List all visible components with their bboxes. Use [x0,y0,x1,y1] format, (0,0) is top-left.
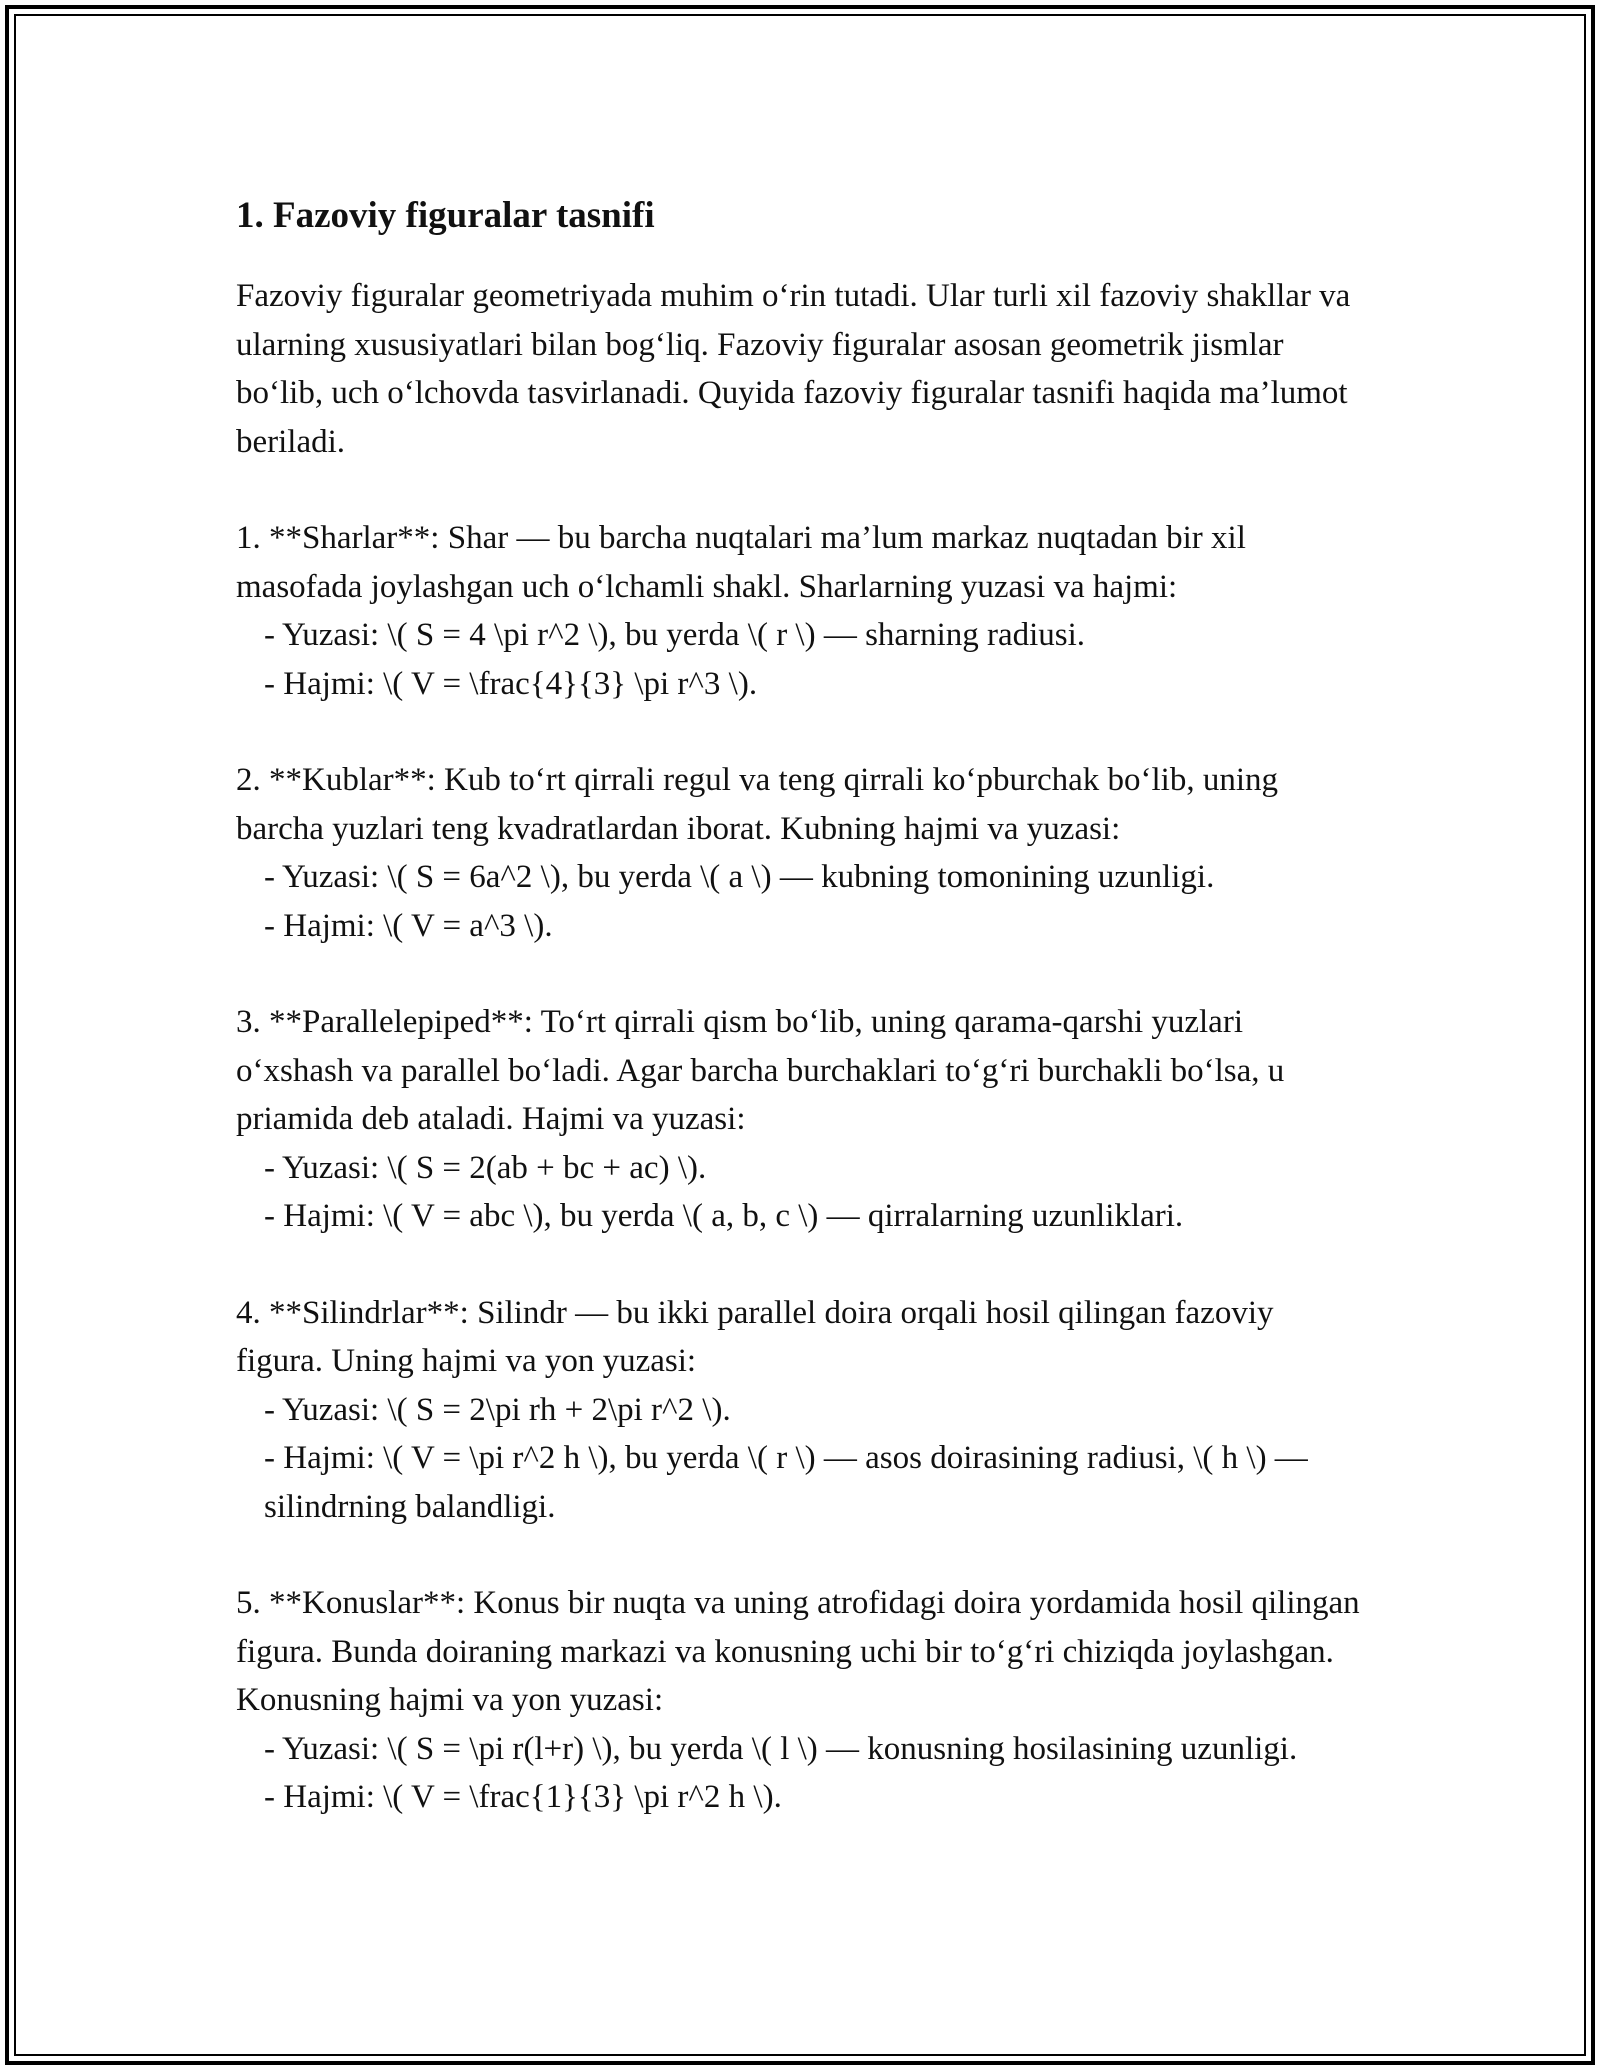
formula-area: - Yuzasi: \( S = 6a^2 \), bu yerda \( a \) — kubning tomonining uzunligi. [264,859,1215,895]
formula-area: - Yuzasi: \( S = 2(ab + bc + ac) \). [264,1149,707,1186]
section-title: 1. Fazoviy figuralar tasnifi [236,195,655,236]
section-sharlar [236,514,1366,708]
formula-volume: - Hajmi: \( V = \frac{1}{3} \pi r^2 h \). [264,1779,782,1815]
formula-volume: - Hajmi: \( V = \pi r^2 h \), bu yerda \( r \) — asos doirasining radiusi, \( h \) — silindrning balandligi. [264,1440,1308,1525]
formula-volume: - Hajmi: \( V = abc \), bu yerda \( a, b, c \) — qirralarning uzunliklari. [264,1198,1184,1234]
formula-area: - Yuzasi: \( S = \pi r(l+r) \), bu yerda \( l \) — konusning hosilasining uzunligi. [264,1730,1298,1767]
section-konuslar [236,1579,1366,1822]
section-parallelepiped [236,998,1366,1241]
section-heading: 5. **Konuslar**: Konus bir nuqta va uning atrofidagi doira yordamida hosil qilingan figura. Bunda doiraning markazi va konusning uchi bir to‘g‘ri chiziqda joylashgan. Konusning hajmi va yon yuzasi: [236,1585,1360,1718]
intro-paragraph: Fazoviy figuralar geometriyada muhim o‘rin tutadi. Ular turli xil fazoviy shakllar va ularning xususiyatlari bilan bog‘liq. Fazoviy figuralar asosan geometrik jismlar bo‘lib, uch o‘lchovda tasvirlanadi. Quyida fazoviy figuralar tasnifi haqida ma’lumot beriladi. [236,278,1351,460]
section-heading: 2. **Kublar**: Kub to‘rt qirrali regul va teng qirrali ko‘pburchak bo‘lib, uning barcha yuzlari teng kvadratlardan iborat. Kubning hajmi va yuzasi: [236,762,1278,847]
formula-volume: - Hajmi: \( V = \frac{4}{3} \pi r^3 \). [264,665,758,702]
document-body [236,190,1366,1870]
section-heading: 4. **Silindrlar**: Silindr — bu ikki parallel doira orqali hosil qilingan fazoviy figura. Uning hajmi va yon yuzasi: [236,1294,1274,1379]
section-heading: 1. **Sharlar**: Shar — bu barcha nuqtalari ma’lum markaz nuqtadan bir xil masofada joylashgan uch o‘lchamli shakl. Sharlarning yuzasi va hajmi: [236,520,1246,605]
section-kublar [236,756,1366,950]
formula-volume: - Hajmi: \( V = a^3 \). [264,907,553,944]
formula-area: - Yuzasi: \( S = 4 \pi r^2 \), bu yerda \( r \) — sharning radiusi. [264,617,1086,653]
formula-area: - Yuzasi: \( S = 2\pi rh + 2\pi r^2 \). [264,1391,731,1428]
section-silindrlar [236,1289,1366,1532]
section-heading: 3. **Parallelepiped**: To‘rt qirrali qism bo‘lib, uning qarama-qarshi yuzlari o‘xshash va parallel bo‘ladi. Agar barcha burchaklari to‘g‘ri burchakli bo‘lsa, u priamida deb ataladi. Hajmi va yuzasi: [236,1004,1285,1137]
